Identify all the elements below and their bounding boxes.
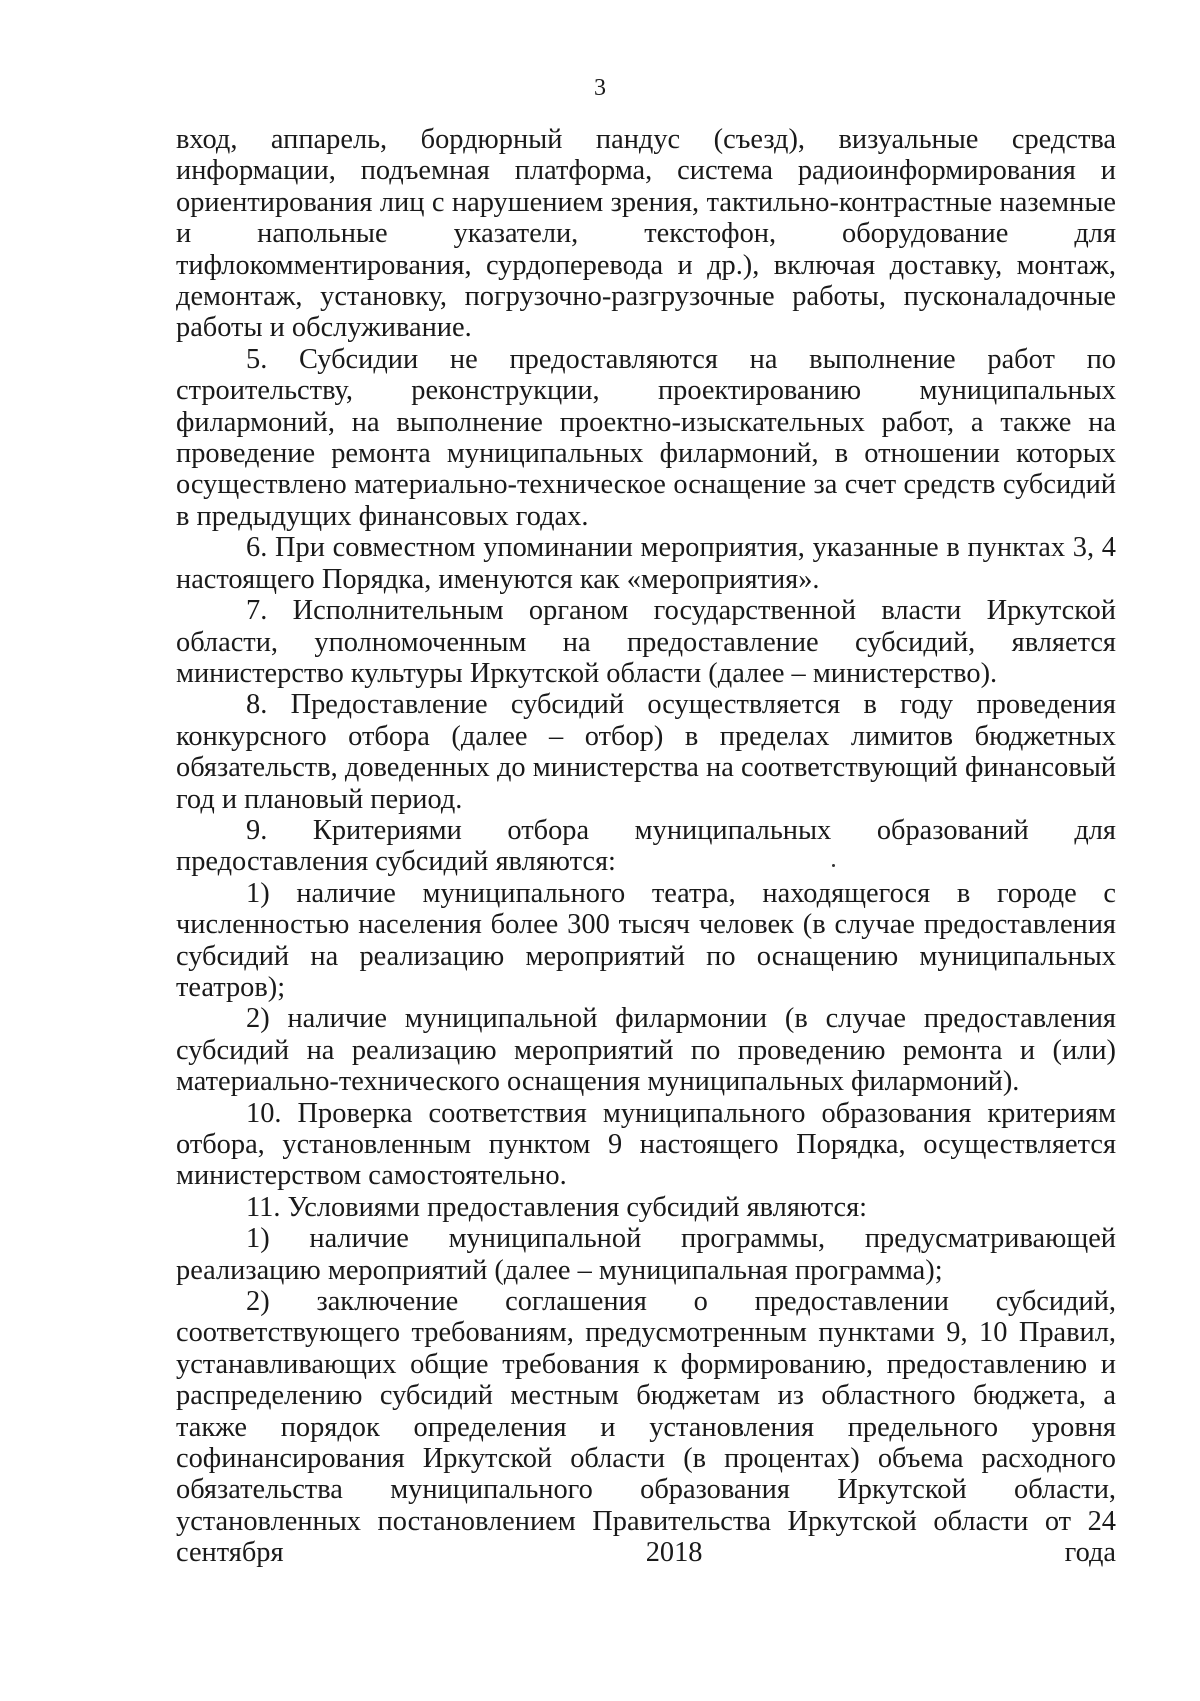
paragraph-item-11: 11. Условиями предоставления субсидий являются: bbox=[246, 1191, 868, 1223]
paragraph-item-8: 8. Предоставление субсидий осуществляется в году проведения конкурсного отбора (далее – отбор) в пределах лимитов бюджетных обязательств, доведенных до министерства на соответствующий финансовый год и плановый период. bbox=[176, 689, 1116, 815]
paragraph-item-11-2: 2) заключение соглашения о предоставлении субсидий, соответствующего требованиям, предусмотренным пунктами 9, 10 Правил, устанавливающих общие требования к формированию, предоставлению и распределению субсидий местным бюджетам из областного бюджета, а также порядок определения и установления предельного уровня софинансирования Иркутской области (в процентах) объема расходного обязательства муниципального образования Иркутской области, установленных постановлением Правительства Иркутской области от 24 сентября 2018 года bbox=[176, 1286, 1116, 1569]
paragraph-continuation: вход, аппарель, бордюрный пандус (съезд), визуальные средства информации, подъемная платформа, система радиоинформирования и ориентирования лиц с нарушением зрения, тактильно-контрастные наземные и напольные указатели, текстофон, оборудование для тифлокомментирования, сурдоперевода и др.), включая доставку, монтаж, демонтаж, установку, погрузочно-разгрузочные работы, пусконаладочные работы и обслуживание. bbox=[176, 124, 1116, 344]
paragraph-item-5: 5. Субсидии не предоставляются на выполнение работ по строительству, реконструкции, проектированию муниципальных филармоний, на выполнение проектно-изыскательных работ, а также на проведение ремонта муниципальных филармоний, в отношении которых осуществлено материально-техническое оснащение за счет средств субсидий в предыдущих финансовых годах. bbox=[176, 343, 1116, 532]
scan-speck bbox=[832, 864, 835, 867]
paragraph-item-9-2: 2) наличие муниципальной филармонии (в случае предоставления субсидий на реализацию мероприятий по проведению ремонта и (или) материально-технического оснащения муниципальных филармоний). bbox=[176, 1003, 1116, 1098]
paragraph-item-7: 7. Исполнительным органом государственной власти Иркутской области, уполномоченным на предоставление субсидий, является министерство культуры Иркутской области (далее – министерство). bbox=[176, 595, 1116, 689]
paragraph-item-11-1: 1) наличие муниципальной программы, предусматривающей реализацию мероприятий (далее – муниципальная программа); bbox=[176, 1223, 1116, 1286]
paragraph-item-9-1: 1) наличие муниципального театра, находящегося в городе с численностью населения более 300 тысяч человек (в случае предоставления субсидий на реализацию мероприятий по оснащению муниципальных театров); bbox=[176, 877, 1116, 1003]
paragraph-item-9: 9. Критериями отбора муниципальных образований для предоставления субсидий являются: bbox=[176, 814, 1116, 878]
paragraph-item-6: 6. При совместном упоминании мероприятия, указанные в пунктах 3, 4 настоящего Порядка, именуются как «мероприятия». bbox=[176, 532, 1116, 595]
page-number: 3 bbox=[594, 75, 606, 101]
paragraph-item-10: 10. Проверка соответствия муниципального образования критериям отбора, установленным пунктом 9 настоящего Порядка, осуществляется министерством самостоятельно. bbox=[176, 1097, 1116, 1192]
document-body bbox=[176, 124, 1116, 1569]
